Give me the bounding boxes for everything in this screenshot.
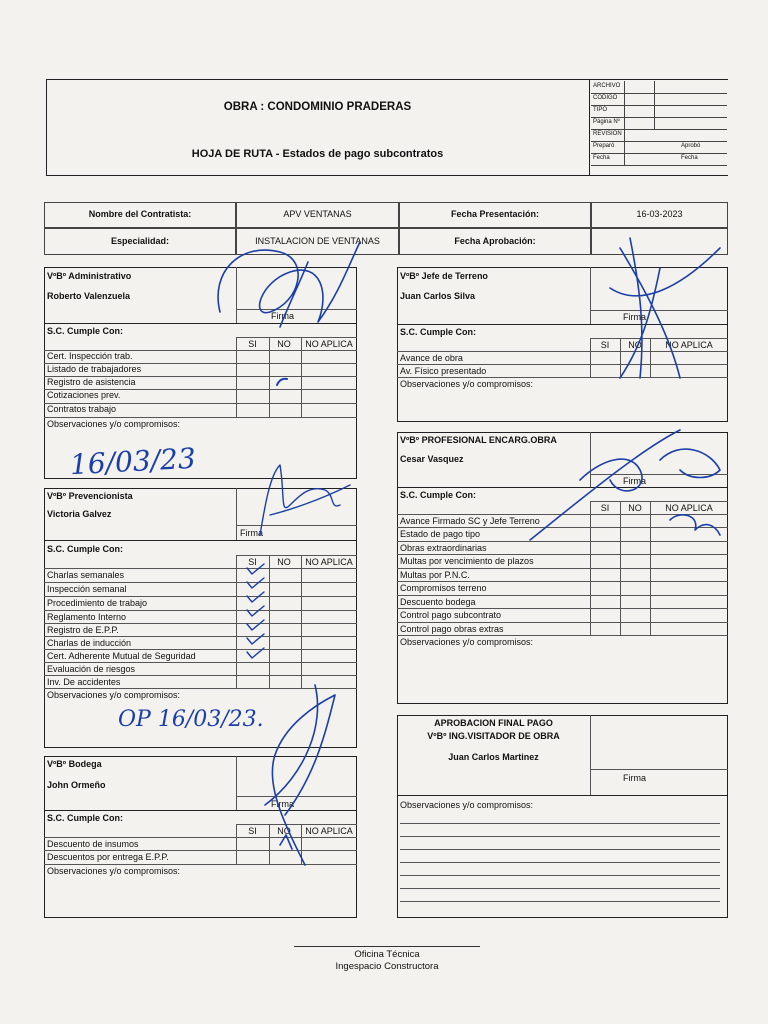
checklist-item: Cert. Adherente Mutual de Seguridad — [47, 651, 196, 661]
observaciones-label: Observaciones y/o compromisos: — [47, 690, 181, 700]
checklist-item: Estado de pago tipo — [400, 529, 481, 539]
checklist-item: Contratos trabajo — [47, 404, 117, 414]
checklist-item: Registro de asistencia — [47, 377, 136, 387]
no-header: NO — [628, 340, 642, 350]
footer-oficina: Oficina Técnica — [354, 949, 420, 960]
firma-label: Firma — [623, 312, 646, 322]
jefe-terreno-title: VºBº Jefe de Terreno — [400, 271, 488, 281]
aprobacion-subtitle: VºBº ING.VISITADOR DE OBRA — [427, 731, 560, 741]
checklist-item: Avance de obra — [400, 353, 463, 363]
cumple-label: S.C. Cumple Con: — [47, 544, 123, 554]
checklist-item: Procedimiento de trabajo — [47, 598, 148, 608]
meta-table — [591, 81, 727, 176]
jefe-terreno-name: Juan Carlos Silva — [400, 291, 476, 301]
meta-row — [591, 141, 727, 154]
profesional-title: VºBº PROFESIONAL ENCARG.OBRA — [400, 435, 557, 445]
meta-row — [591, 93, 727, 106]
bodega-name: John Ormeño — [47, 780, 106, 790]
checklist-item: Listado de trabajadores — [47, 364, 142, 374]
checklist-item: Obras extraordinarias — [400, 543, 487, 553]
fecha-apr-value-cell — [591, 228, 728, 255]
si-header: SI — [248, 557, 257, 567]
checklist-item: Avance Firmado SC y Jefe Terreno — [400, 516, 540, 526]
no-aplica-header: NO APLICA — [305, 339, 353, 349]
checklist-item: Descuentos por entrega E.P.P. — [47, 852, 169, 862]
footer-company: Ingespacio Constructora — [335, 961, 439, 972]
checklist-item: Descuento bodega — [400, 597, 476, 607]
administrativo-name: Roberto Valenzuela — [47, 291, 131, 301]
checklist-item: Cotizaciones prev. — [47, 390, 121, 400]
no-header: NO — [277, 339, 291, 349]
meta-row — [591, 153, 727, 166]
checklist-item: Multas por vencimiento de plazos — [400, 556, 534, 566]
si-header: SI — [248, 826, 257, 836]
checklist-item: Descuento de insumos — [47, 839, 139, 849]
nombre-value: APV VENTANAS — [283, 209, 352, 219]
meta-label: TIPO — [593, 107, 608, 113]
meta-label: ARCHIVO — [593, 83, 621, 89]
no-aplica-header: NO APLICA — [305, 826, 353, 836]
si-header: SI — [248, 339, 257, 349]
checklist-item: Control pago subcontrato — [400, 610, 502, 620]
firma-label: Firma — [240, 528, 263, 538]
checklist-item: Reglamento Interno — [47, 612, 127, 622]
no-aplica-header: NO APLICA — [665, 340, 713, 350]
aprobo-label: Aprobó — [681, 143, 701, 149]
observaciones-label: Observaciones y/o compromisos: — [47, 419, 181, 429]
meta-label: Página Nº — [593, 119, 620, 125]
document-subtitle: HOJA DE RUTA - Estados de pago subcontratos — [191, 148, 444, 160]
fecha-label: Fecha — [681, 155, 698, 161]
firma-label: Firma — [271, 799, 294, 809]
checklist-item: Inspección semanal — [47, 584, 127, 594]
prevencionista-title: VºBº Prevencionista — [47, 491, 133, 501]
meta-label: Preparó — [593, 143, 615, 149]
firma-label: Firma — [623, 476, 646, 486]
checklist-item: Av. Físico presentado — [400, 366, 487, 376]
no-header: NO — [628, 503, 642, 513]
checklist-item: Inv. De accidentes — [47, 677, 121, 687]
checklist-item: Compromisos terreno — [400, 583, 487, 593]
checklist-item: Evaluación de riesgos — [47, 664, 136, 674]
checklist-item: Charlas de inducción — [47, 638, 132, 648]
obra-title: OBRA : CONDOMINIO PRADERAS — [223, 101, 412, 113]
observaciones-label: Observaciones y/o compromisos: — [400, 379, 534, 389]
firma-label: Firma — [623, 773, 646, 783]
bodega-title: VºBº Bodega — [47, 759, 102, 769]
fecha-pres-label: Fecha Presentación: — [450, 209, 540, 219]
profesional-name: Cesar Vasquez — [400, 454, 464, 464]
checklist-item: Charlas semanales — [47, 570, 125, 580]
observaciones-label: Observaciones y/o compromisos: — [400, 800, 534, 810]
observaciones-label: Observaciones y/o compromisos: — [400, 637, 534, 647]
aprobacion-title: APROBACION FINAL PAGO — [434, 718, 553, 728]
footer-line — [294, 946, 480, 947]
cumple-label: S.C. Cumple Con: — [47, 326, 123, 336]
si-header: SI — [600, 503, 610, 513]
nombre-label: Nombre del Contratista: — [88, 209, 192, 219]
checklist-item: Registro de E.P.P. — [47, 625, 119, 635]
handwritten-date: 16/03/23 — [69, 441, 197, 482]
prevencionista-name: Victoria Galvez — [47, 509, 112, 519]
fecha-apr-label: Fecha Aprobación: — [454, 236, 536, 246]
cumple-label: S.C. Cumple Con: — [400, 327, 476, 337]
cumple-label: S.C. Cumple Con: — [47, 813, 123, 823]
si-header: SI — [600, 340, 610, 350]
observaciones-label: Observaciones y/o compromisos: — [47, 866, 181, 876]
meta-row — [591, 81, 727, 94]
meta-row — [591, 129, 727, 142]
aprobacion-name: Juan Carlos Martinez — [448, 752, 539, 762]
no-header: NO — [277, 826, 291, 836]
meta-label: CODIGO — [593, 95, 618, 101]
checklist-item: Multas por P.N.C. — [400, 570, 470, 580]
cumple-label: S.C. Cumple Con: — [400, 490, 476, 500]
no-aplica-header: NO APLICA — [305, 557, 353, 567]
meta-label: Fecha — [593, 155, 610, 161]
especialidad-value: INSTALACION DE VENTANAS — [255, 236, 380, 246]
checklist-item: Cert. Inspección trab. — [47, 351, 133, 361]
administrativo-title: VºBº Administrativo — [47, 271, 132, 281]
especialidad-label: Especialidad: — [110, 236, 170, 246]
handwritten-date: OP 16/03/23. — [118, 707, 264, 732]
meta-row — [591, 105, 727, 118]
checklist-item: Control pago obras extras — [400, 624, 504, 634]
no-header: NO — [277, 557, 291, 567]
firma-label: Firma — [271, 311, 294, 321]
no-aplica-header: NO APLICA — [665, 503, 713, 513]
fecha-pres-value: 16-03-2023 — [636, 209, 683, 219]
header-left-divider — [589, 79, 590, 176]
meta-row — [591, 117, 727, 130]
meta-label: REVISION — [593, 131, 622, 137]
